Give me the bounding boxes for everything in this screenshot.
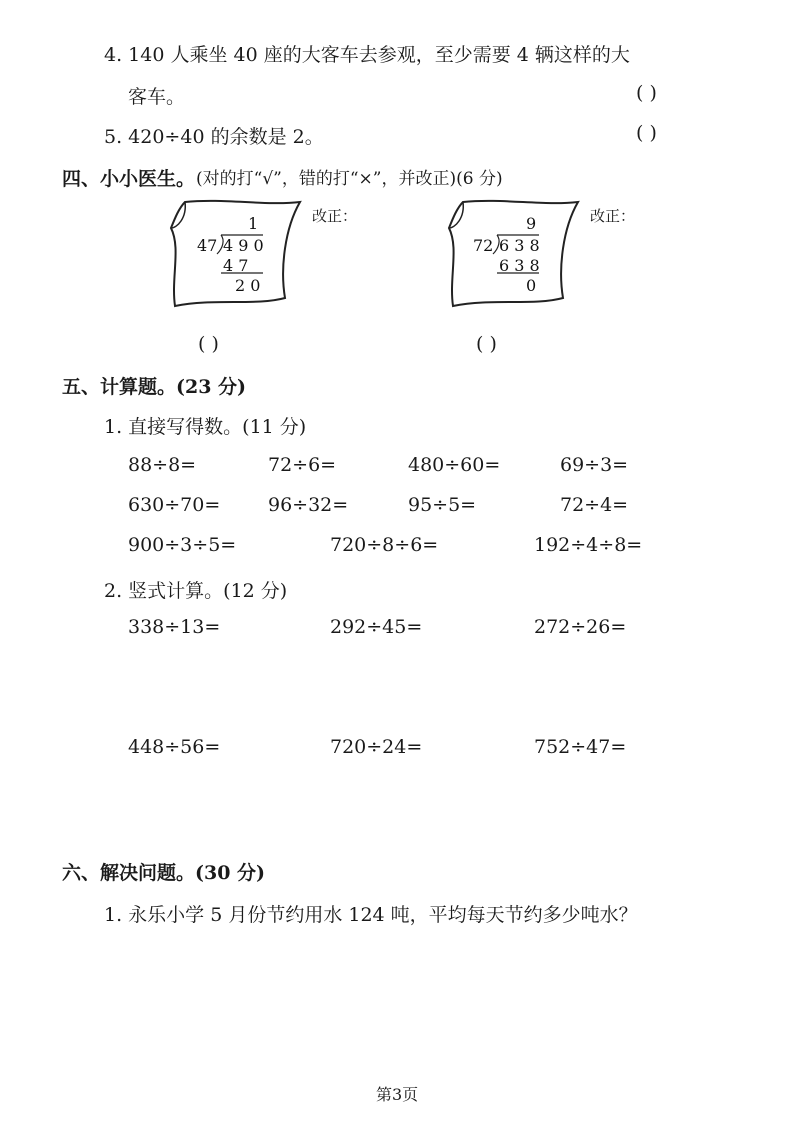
mental-calc-item: 900÷3÷5= xyxy=(128,534,237,556)
doctor-problem-2 xyxy=(443,198,583,318)
vertical-calc-item: 292÷45= xyxy=(330,616,423,638)
mental-calc-item: 69÷3= xyxy=(560,454,629,476)
problem-1-text: 1. 永乐小学 5 月份节约用水 124 吨，平均每天节约多少吨水？ xyxy=(104,904,638,926)
mental-calc-item: 720÷8÷6= xyxy=(330,534,439,556)
mental-calc-item: 88÷8= xyxy=(128,454,197,476)
correction-label-1: 改正： xyxy=(312,207,358,225)
q5-text: 5. 420÷40 的余数是 2。 xyxy=(104,126,324,148)
correction-label-2: 改正： xyxy=(590,207,636,225)
mental-calc-item: 96÷32= xyxy=(268,494,349,516)
vertical-calc-item: 720÷24= xyxy=(330,736,423,758)
q4-answer-paren[interactable]: ( ) xyxy=(636,82,657,104)
mental-calc-item: 72÷6= xyxy=(268,454,337,476)
section5-title: 五、计算题。(23 分) xyxy=(62,376,247,398)
product: 6 3 8 xyxy=(499,256,540,275)
part2-title: 2. 竖式计算。(12 分) xyxy=(104,580,288,602)
vertical-calc-item: 448÷56= xyxy=(128,736,221,758)
section4-instruction: (对的打“√”，错的打“×”，并改正)(6 分) xyxy=(196,169,503,189)
divisor: 47 xyxy=(197,236,218,255)
vertical-calc-item: 272÷26= xyxy=(534,616,627,638)
doctor-answer-paren-2[interactable]: ( ) xyxy=(476,333,497,355)
mental-calc-item: 95÷5= xyxy=(408,494,477,516)
quotient: 1 xyxy=(248,214,259,233)
q4-line2: 客车。 xyxy=(128,86,186,108)
dividend: 6 3 8 xyxy=(499,236,540,255)
mental-calc-item: 630÷70= xyxy=(128,494,221,516)
q5-answer-paren[interactable]: ( ) xyxy=(636,122,657,144)
mental-calc-item: 480÷60= xyxy=(408,454,501,476)
section6-title: 六、解决问题。(30 分) xyxy=(62,862,266,884)
vertical-calc-item: 338÷13= xyxy=(128,616,221,638)
divisor: 72 xyxy=(473,236,494,255)
section4-title: 四、小小医生。 xyxy=(62,168,196,190)
vertical-calc-item: 752÷47= xyxy=(534,736,627,758)
quotient: 9 xyxy=(526,214,537,233)
q4-line1: 4. 140 人乘坐 40 座的大客车去参观，至少需要 4 辆这样的大 xyxy=(104,44,630,66)
dividend: 4 9 0 xyxy=(223,236,264,255)
doctor-answer-paren-1[interactable]: ( ) xyxy=(198,333,219,355)
mental-calc-item: 192÷4÷8= xyxy=(534,534,643,556)
mental-calc-item: 72÷4= xyxy=(560,494,629,516)
doctor-problem-1 xyxy=(165,198,305,318)
remainder: 0 xyxy=(526,276,537,295)
page-number: 第3页 xyxy=(376,1085,419,1104)
part1-title: 1. 直接写得数。(11 分) xyxy=(104,416,307,438)
product: 4 7 xyxy=(223,256,249,275)
remainder: 2 0 xyxy=(235,276,261,295)
